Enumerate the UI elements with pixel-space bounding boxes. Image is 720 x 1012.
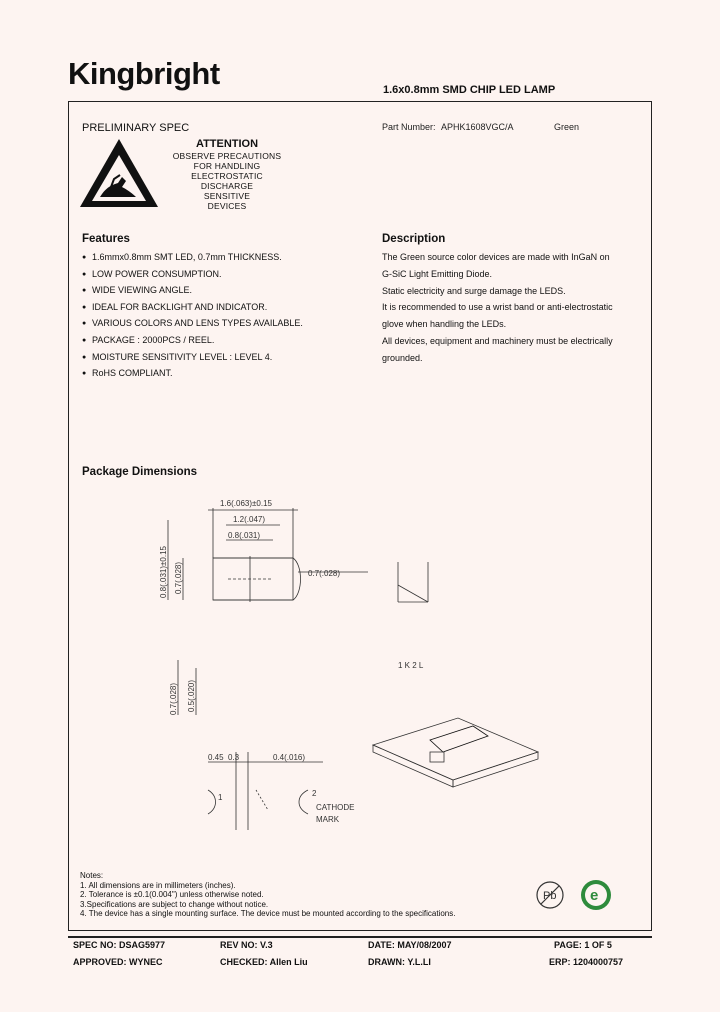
spec-number: SPEC NO: DSAG5977 <box>73 940 166 950</box>
dim-right-thickness: 0.7(.028) <box>308 569 341 578</box>
feature-item: ● MOISTURE SENSITIVITY LEVEL : LEVEL 4. <box>82 352 362 369</box>
footer-rule <box>68 936 652 938</box>
kingbright-logo: Kingbright <box>68 56 220 91</box>
drawn-by: DRAWN: Y.L.LI <box>368 957 431 967</box>
description-line: The Green source color devices are made with InGaN on <box>382 252 610 262</box>
attention-text <box>164 151 290 211</box>
description-line: It is recommended to use a wrist band or anti-electrostatic <box>382 302 613 313</box>
part-number-label: Part Number: <box>382 122 436 132</box>
attention-line: ELECTROSTATIC <box>191 171 263 181</box>
notes-title: Notes: <box>80 871 104 880</box>
features-list <box>82 252 362 385</box>
description-line: All devices, equipment and machinery must be electrically <box>382 335 613 346</box>
document-date: DATE: MAY/08/2007 <box>368 940 452 950</box>
description-line: glove when handling the LEDs. <box>382 319 507 330</box>
rohs-e-icon <box>581 880 611 910</box>
led-color: Green <box>554 122 580 132</box>
pb-text: Pb <box>543 890 557 902</box>
attention-title: ATTENTION <box>195 138 259 150</box>
mark-label: MARK <box>316 815 340 824</box>
pb-free-icon <box>537 882 563 908</box>
attention-line: DISCHARGE <box>200 181 254 191</box>
dim-left-inner: 0.7(.028) <box>174 561 183 594</box>
cathode-label: CATHODE <box>316 803 355 812</box>
description-line: grounded. <box>382 352 423 363</box>
dim-pad-b: 0.3 <box>228 753 240 762</box>
approved-by: APPROVED: WYNEC <box>73 957 163 967</box>
part-number-value: APHK1608VGC/A <box>441 122 514 132</box>
revision-number: REV NO: V.3 <box>220 940 273 950</box>
feature-item: ● 1.6mmx0.8mm SMT LED, 0.7mm THICKNESS. <box>82 252 362 269</box>
dim-top-inner: 1.2(.047) <box>233 515 266 524</box>
description-line: G-SiC Light Emitting Diode. <box>382 268 493 279</box>
checked-by: CHECKED: Allen Liu <box>220 957 308 967</box>
feature-item: ● WIDE VIEWING ANGLE. <box>82 285 362 302</box>
dim-side-height: 0.7(.028) <box>169 682 178 715</box>
note-line: 2. Tolerance is ±0.1(0.004") unless otherwise noted. <box>80 890 264 900</box>
dim-top-width: 1.6(.063)±0.15 <box>220 499 272 508</box>
package-dimensions-heading: Package Dimensions <box>82 466 198 478</box>
attention-line: DEVICES <box>207 201 247 211</box>
preliminary-spec-label: PRELIMINARY SPEC <box>82 122 190 134</box>
package-drawing <box>68 490 652 870</box>
attention-line: SENSITIVE <box>203 191 251 201</box>
dim-left-height: 0.8(.031)±0.15 <box>159 546 168 598</box>
document-title: 1.6x0.8mm SMD CHIP LED LAMP <box>383 84 556 96</box>
dim-pad-a: 0.45 <box>208 753 224 762</box>
erp-number: ERP: 1204000757 <box>549 957 624 967</box>
attention-line: FOR HANDLING <box>193 161 261 171</box>
note-line: 1. All dimensions are in millimeters (inches). <box>80 880 236 890</box>
description-heading: Description <box>382 233 446 245</box>
compliance-badges <box>530 877 620 913</box>
dim-top-small: 0.8(.031) <box>228 531 261 540</box>
feature-item: ● VARIOUS COLORS AND LENS TYPES AVAILABLE. <box>82 318 362 335</box>
description-text <box>382 252 644 370</box>
feature-item: ● LOW POWER CONSUMPTION. <box>82 269 362 286</box>
rohs-text: e <box>590 887 599 904</box>
pin-1-label: 1 <box>218 793 223 802</box>
attention-line: OBSERVE PRECAUTIONS <box>172 151 282 161</box>
dim-side-inner: 0.5(.020) <box>187 679 196 712</box>
esd-warning-icon <box>78 137 160 211</box>
page-number: PAGE: 1 OF 5 <box>554 940 612 950</box>
feature-item: ● PACKAGE : 2000PCS / REEL. <box>82 335 362 352</box>
feature-item: ● IDEAL FOR BACKLIGHT AND INDICATOR. <box>82 302 362 319</box>
notes <box>80 871 560 919</box>
pin-2-label: 2 <box>312 789 317 798</box>
features-heading: Features <box>82 233 130 245</box>
polarity-label: 1 K 2 L <box>398 661 424 670</box>
note-line: 4. The device has a single mounting surface. The device must be mounted according to the specifications. <box>80 909 456 919</box>
description-line: Static electricity and surge damage the LEDS. <box>382 285 566 296</box>
dim-pad-c: 0.4(.016) <box>273 753 306 762</box>
led-3d-pad <box>373 718 538 780</box>
note-line: 3.Specifications are subject to change without notice. <box>80 899 269 909</box>
feature-item: ● RoHS COMPLIANT. <box>82 368 362 385</box>
